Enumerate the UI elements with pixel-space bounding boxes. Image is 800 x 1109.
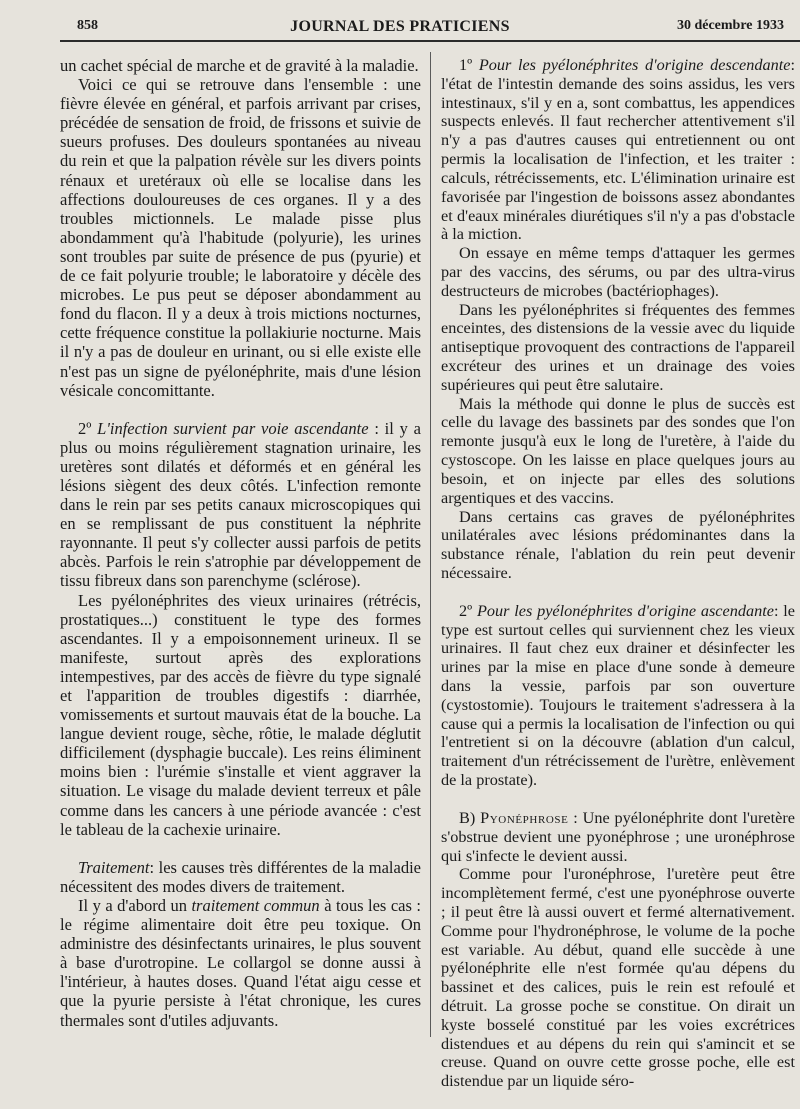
header-rule [60,40,800,42]
section-number: 1º [459,56,479,74]
paragraph-text: Il y a d'abord un [78,895,192,915]
paragraph: Dans les pyélonéphrites si fréquentes des femmes enceintes, des distensions de la vessie avec du liquide antiseptique provoquent des contractions de l'appareil excréteur des urines et un drainage des voies supérieures qui peut être salutaire. [441,300,795,394]
section-label: B) [459,808,481,827]
section-number: 2º [459,601,477,620]
paragraph: Dans certains cas graves de pyélonéphrites unilatérales avec lésions prédominantes dans la substance rénale, l'ablation du rein peut devenir nécessaire. [441,507,795,582]
paragraph: On essaye en même temps d'attaquer les germes par des vaccins, des sérums, ou par des ultra-virus destructeurs de microbes (bactériophages). [441,244,795,300]
paragraph [60,896,421,1030]
issue-date: 30 décembre 1933 [676,18,784,33]
paragraph: Les pyélonéphrites des vieux urinaires (rétrécis, prostatiques...) constituent le type des formes ascendantes. Il y a empoisonnement urineux. Il se manifeste, surtout après des explorations intempestives, par des accès de fièvre du type signalé et l'apparition de troubles digestifs : diarrhée, vomissements et surtout mauvais état de la bouche. La langue devient rouge, sèche, rôtie, le malade déglutit difficilement (dysphagie buccale). Les reins éliminent moins bien : l'urémie s'installe et vient aggraver la situation. Le visage du malade devient terreux et pâle comme dans les cancers à une période avancée : c'est le tableau de la cachexie urinaire. [60,590,421,839]
paragraph-text: à tous les cas : le régime alimentaire doit être peu toxique. On administre des désinfectants urinaires, le plus souvent à base d'urotropine. Le collargol se donne aussi à l'intérieur, à hautes doses. Quand l'état aigu cesse et que la pyurie persiste à l'état chronique, les cures thermales sont d'utiles adjuvants. [60,895,421,1030]
paragraph [441,602,795,790]
paragraph: Mais la méthode qui donne le plus de succès est celle du lavage des bassinets par des sondes que l'on remonte jusqu'à eux le long de l'uretère, à l'aide du cystoscope. On les laisse en place quelques jours au besoin, et on injecte par elles des solutions argentiques et des vaccins. [441,394,795,507]
paragraph-text: : il y a plus ou moins régulièrement stagnation urinaire, les uretères sont dilatés et déformés et en général les lésions siègent des deux côtés. L'infection remonte dans le rein par ses petits canaux microscopiques qui en se remplissant de pus constituent la néphrite rayonnante. Il peut s'y collecter aussi parfois de petits abcès. Parfois le rein s'atrophie par développement de tissu fibreux dans son parenchyme (sclérose). [60,418,421,591]
column-divider [430,52,431,1037]
paragraph: Voici ce qui se retrouve dans l'ensemble : une fièvre élevée en général, et parfois arrivant par crises, précédée de sensation de froid, de frissons et suivie de sueurs profuses. Des douleurs spontanées au niveau du rein et que la palpation révèle sur les divers points rénaux et uretéraux où elle se localise dans les affections douloureuses de ces organes. Il y a des troubles mictionnels. Le malade pisse plus abondamment qu'à l'habitude (polyurie), les urines sont troubles par suite de présence de pus (pyurie) et de ce fait polyurie trouble; le laboratoire y décèle des microbes. Le pus peut se déposer abondamment au fond du flacon. Il y a deux à trois mictions nocturnes, cette fréquence constitue la pollakiurie nocturne. Mais il n'y a pas de douleur en urinant, ou si elle existe elle n'est pas un signe de pyélonéphrite, mais d'une lésion vésicale concomittante. [60,75,421,400]
emphasis: traitement commun [191,895,320,915]
paragraph: Comme pour l'uronéphrose, l'uretère peut être incomplètement fermé, c'est une pyonéphrose ouverte ; il peut être là aussi ouvert et fermé alternativement. Comme pour l'hydronéphrose, le volume de la poche est variable. Au début, quand elle succède à une pyélonéphrite elle n'est formée qu'au dépens du bassinet et des calices, puis le rein est refoulé et détruit. La grosse poche se constitue. On dirait un kyste bosselé constitué par les voies excrétrices distendues et au dépens du rein qui s'amincit et se creuse. Quand on ouvre cette grosse poche, elle est distendue par un liquide séro- [441,865,795,1091]
paragraph-text: : les causes très différentes de la maladie nécessitent des modes divers de traitement. [60,857,421,896]
paragraph-text: : l'état de l'intestin demande des soins assidus, les vers intestinaux, s'il y en a, sont combattus, les appendices suspects enlevés. Il faut rechercher attentivement s'il n'y a pas d'autres causes qui entretiennent ou ont permis la localisation de l'infection, et les traiter : calculs, rétrécissements, etc. L'élimination urinaire est favorisée par l'ingestion de boissons assez abondantes et d'eaux minérales diurétiques s'il n'y a pas d'obstacle à la miction. [441,56,795,244]
page-number: 858 [77,18,98,33]
paragraph [441,809,795,865]
section-title: Traitement [78,857,150,877]
section-number: 2º [78,418,98,438]
paragraph: un cachet spécial de marche et de gravité à la maladie. [60,56,419,75]
section-title: Pour les pyélonéphrites d'origine ascendante [476,601,774,620]
page-header [0,0,800,44]
section-title: L'infection survient par voie ascendante [97,418,369,438]
section-title: Pyonéphrose [480,808,569,827]
paragraph [441,56,795,244]
paragraph-text: : Une pyélonéphrite dont l'uretère s'obstrue devient une pyonéphrose ; une uronéphrose qui s'infecte le devient aussi. [441,808,795,865]
journal-title: JOURNAL DES PRATICIENS [290,18,510,35]
right-column [441,56,795,1091]
section-title: Pour les pyélonéphrites d'origine descendante [478,56,791,74]
paragraph [60,419,421,591]
paragraph [60,858,421,896]
paragraph-text: : le type est surtout celles qui surviennent chez les vieux urinaires. Il faut chez eux drainer et désinfecter les urines par la mise en place d'une sonde à demeure dans la vessie, parfois par son ouverture (cystostomie). Toujours le traitement s'adressera à la cause qui a permis la localisation de l'infection ou qui l'entretient si on la découvre (ablation d'un calcul, traitement d'un rétrécissement de l'urètre, enlèvement de la prostate). [441,601,795,790]
left-column [60,56,421,1030]
